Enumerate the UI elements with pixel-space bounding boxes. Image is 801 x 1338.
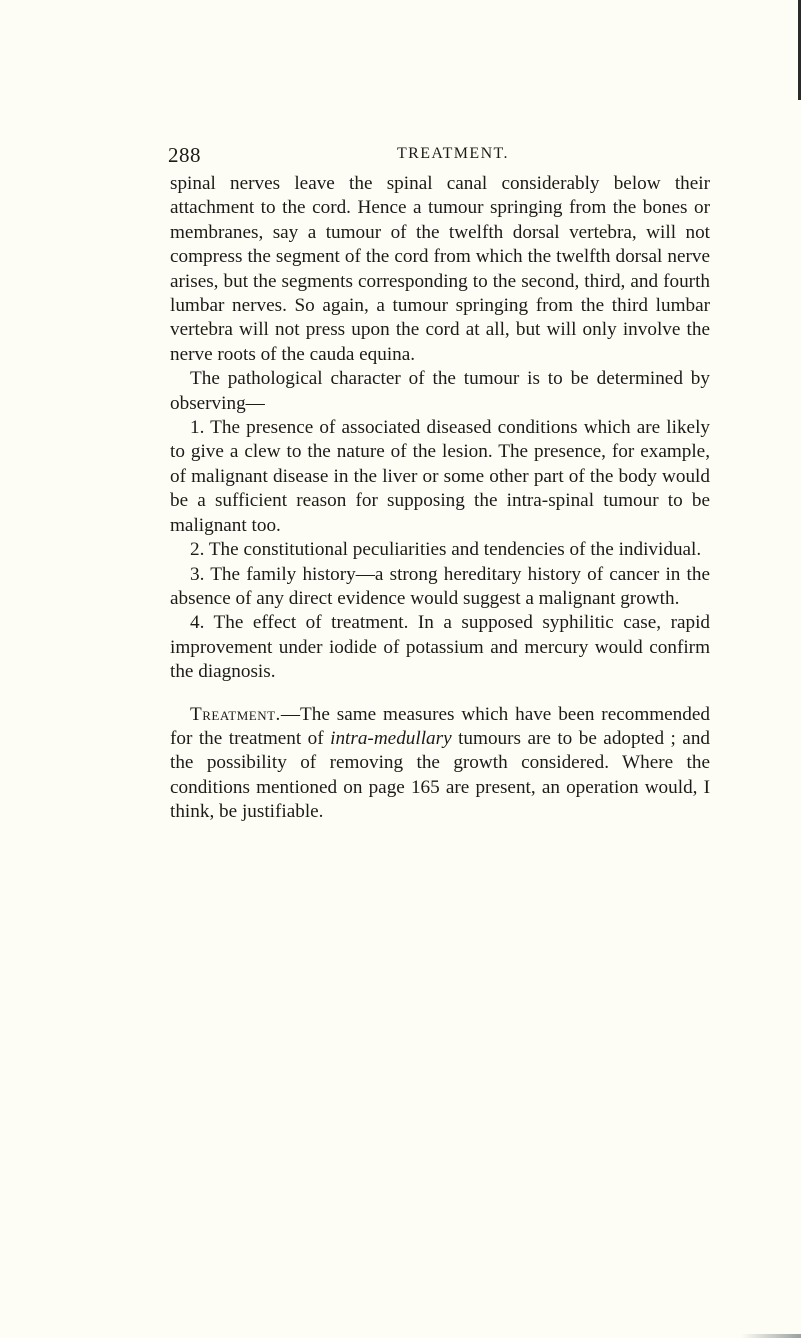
paragraph-continuation: spinal nerves leave the spinal canal considerably below their attachment to the cord. Hence a tumour springing from the bones or membranes, say a tumour of the twelfth dorsal vertebra, will not compress the segment of the cord from which the twelfth dorsal nerve arises, but the segments corresponding to the second, third, and fourth lumbar nerves. So again, a tumour springing from the third lumbar vertebra will not press upon the cord at all, but will only involve the nerve roots of the cauda equina. bbox=[170, 173, 710, 365]
running-head: TREATMENT. bbox=[397, 145, 509, 162]
treatment-heading: Treatment. bbox=[190, 703, 281, 725]
page-number: 288 bbox=[168, 143, 201, 167]
body-text bbox=[170, 172, 710, 825]
treatment-italic-term: intra-medullary bbox=[330, 727, 452, 749]
treatment-text-before: —The same measures which have been recommended for the treatment of bbox=[170, 703, 710, 749]
paragraph-treatment bbox=[170, 703, 710, 825]
list-item-3: 3. The family history—a strong hereditary history of cancer in the absence of any direct evidence would suggest a malignant growth. bbox=[170, 563, 710, 609]
list-item-2: 2. The constitutional peculiarities and tendencies of the individual. bbox=[190, 539, 702, 561]
page-corner-shadow bbox=[741, 1334, 801, 1338]
list-item-4: 4. The effect of treatment. In a supposed syphilitic case, rapid improvement under iodide of potassium and mercury would confirm the diagnosis. bbox=[170, 612, 710, 683]
paragraph-pathological-character: The pathological character of the tumour is to be determined by observing— bbox=[170, 368, 710, 414]
page-header bbox=[168, 143, 708, 169]
treatment-text-after: tumours are to be adopted ; and the possibility of removing the growth considered. Where the conditions mentioned on page 165 are present, an operation would, I think, be justifiable. bbox=[170, 727, 711, 823]
list-item-1: 1. The presence of associated diseased conditions which are likely to give a clew to the nature of the lesion. The presence, for example, of malignant disease in the liver or some other part of the body would be a sufficient reason for supposing the intra-spinal tumour to be malignant too. bbox=[170, 417, 710, 536]
